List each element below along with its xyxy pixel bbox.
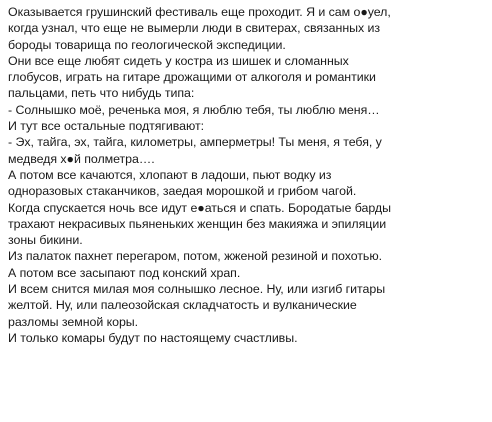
text-line: Они все еще любят сидеть у костра из шишек и сломанных bbox=[8, 53, 349, 68]
text-line: - Эх, тайга, эх, тайга, километры, амперметры! Ты меня, я тебя, у bbox=[8, 135, 382, 150]
text-line: И только комары будут по настоящему счастливы. bbox=[8, 330, 298, 345]
text-line: И тут все остальные подтягивают: bbox=[8, 119, 204, 134]
body-text bbox=[8, 4, 488, 346]
text-line: Из палаток пахнет перегаром, потом, жженой резиной и похотью. bbox=[8, 249, 382, 264]
text-line: Оказывается грушинский фестиваль еще проходит. Я и сам о●уел, bbox=[8, 5, 391, 19]
text-line: одноразовых стаканчиков, заедая морошкой и грибом чагой. bbox=[8, 184, 357, 199]
text-line: зоны бикини. bbox=[8, 233, 83, 248]
text-line: желтой. Ну, или палеозойская складчатость и вулканические bbox=[8, 298, 357, 313]
text-line: - Солнышко моё, реченька моя, я люблю тебя, ты люблю меня… bbox=[8, 102, 380, 117]
text-line: медведя х●й полметра…. bbox=[8, 151, 155, 166]
text-line: Когда спускается ночь все идут е●аться и спать. Бородатые барды bbox=[8, 200, 391, 215]
text-line: разломы земной коры. bbox=[8, 314, 139, 329]
text-line: бороды товарища по геологической экспедиции. bbox=[8, 37, 286, 52]
text-line: И всем снится милая моя солнышко лесное. Ну, или изгиб гитары bbox=[8, 282, 386, 297]
text-line: А потом все засыпают под конский храп. bbox=[8, 265, 241, 280]
text-line: А потом все качаются, хлопают в ладоши, пьют водку из bbox=[8, 167, 332, 182]
text-line: глобусов, играть на гитаре дрожащими от алкоголя и романтики bbox=[8, 70, 376, 85]
text-line: когда узнал, что еще не вымерли люди в свитерах, связанных из bbox=[8, 21, 381, 36]
text-line: пальцами, петь что нибудь типа: bbox=[8, 86, 195, 101]
text-line: трахают некрасивых пьяненьких женщин без макияжа и эпиляции bbox=[8, 216, 387, 231]
